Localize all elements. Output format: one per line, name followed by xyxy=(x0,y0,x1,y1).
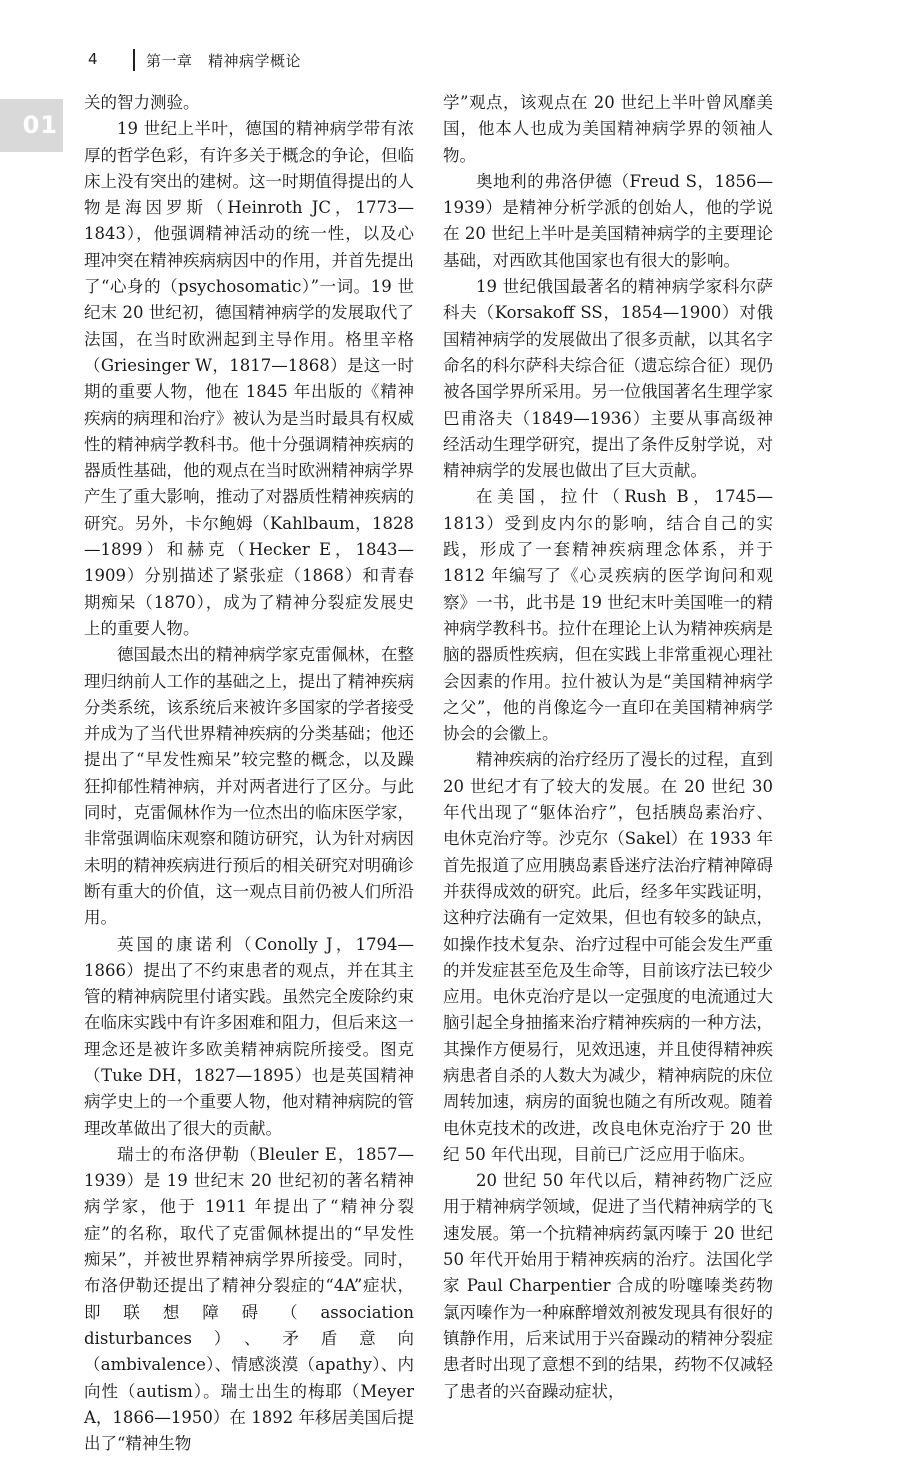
paragraph: 精神疾病的治疗经历了漫长的过程，直到 20 世纪才有了较大的发展。在 20 世纪 30 年代出现了“躯体治疗”，包括胰岛素治疗、电休克治疗等。沙克尔（Sakel）在 1933 年首先报道了应用胰岛素昏迷疗法治疗精神障碍并获得成效的研究。此后，经多年实践证明，这种疗法确有一定效果，但也有较多的缺点，如操作技术复杂、治疗过程中可能会发生严重的并发症甚至危及生命等，目前该疗法已较少应用。电休克治疗是以一定强度的电流通过大脑引起全身抽搐来治疗精神疾病的一种方法，其操作方便易行，见效迅速，并且使得精神疾病患者自杀的人数大为减少，精神病院的床位周转加速，病房的面貌也随之有所改观。随着电休克技术的改进，改良电休克治疗于 20 世纪 50 年代出现，目前已广泛应用于临床。 xyxy=(443,750,773,1164)
chapter-tab xyxy=(0,99,63,152)
paragraph: 19 世纪俄国最著名的精神病学家科尔萨科夫（Korsakoff SS，1854—1900）对俄国精神病学的发展做出了很多贡献，以其名字命名的科尔萨科夫综合征（遗忘综合征）现仍被各国学界所采用。另一位俄国著名生理学家巴甫洛夫（1849—1936）主要从事高级神经活动生理学研究，提出了条件反射学说，对精神病学的发展也做出了巨大贡献。 xyxy=(443,277,773,481)
chapter-title: 第一章 精神病学概论 xyxy=(146,52,302,70)
chapter-tab-label: 01 xyxy=(22,111,58,139)
left-column xyxy=(84,90,414,1457)
paragraph: 英国的康诺利（Conolly J，1794—1866）提出了不约束患者的观点，并在其主管的精神病院里付诸实践。虽然完全废除约束在临床实践中有许多困难和阻力，但后来这一理念还是被许多欧美精神病院所接受。图克（Tuke DH，1827—1895）也是英国精神病学史上的一个重要人物，他对精神病院的管理改革做出了很大的贡献。 xyxy=(84,934,414,1138)
page-number: 4 xyxy=(88,50,98,68)
paragraph: 德国最杰出的精神病学家克雷佩林，在整理归纳前人工作的基础之上，提出了精神疾病分类系统，该系统后来被许多国家的学者接受并成为了当代世界精神疾病的分类基础；他还提出了“早发性痴呆”较完整的概念，以及躁狂抑郁性精神病，并对两者进行了区分。与此同时，克雷佩林作为一位杰出的临床医学家，非常强调临床观察和随访研究，认为针对病因未明的精神疾病进行预后的相关研究对明确诊断有重大的价值，这一观点目前仍被人们所沿用。 xyxy=(84,645,414,928)
paragraph: 20 世纪 50 年代以后，精神药物广泛应用于精神病学领域，促进了当代精神病学的飞速发展。第一个抗精神病药氯丙嗪于 20 世纪 50 年代开始用于精神疾病的治疗。法国化学家 Paul Charpentier 合成的吩噻嗪类药物氯丙嗪作为一种麻醉增效剂被发现具有很好的镇静作用，后来试用于兴奋躁动的精神分裂症患者时出现了意想不到的结果，药物不仅减轻了患者的兴奋躁动症状， xyxy=(443,1171,773,1401)
paragraph: 19 世纪上半叶，德国的精神病学带有浓厚的哲学色彩，有许多关于概念的争论，但临床上没有突出的建树。这一时期值得提出的人物是海因罗斯（Heinroth JC，1773—1843），他强调精神活动的统一性，以及心理冲突在精神疾病病因中的作用，并首先提出了“心身的（psychosomatic）”一词。19 世纪末 20 世纪初，德国精神病学的发展取代了法国，在当时欧洲起到主导作用。格里辛格（Griesinger W，1817—1868）是这一时期的重要人物，他在 1845 年出版的《精神疾病的病理和治疗》被认为是当时最具有权威性的精神病学教科书。他十分强调精神疾病的器质性基础，他的观点在当时欧洲精神病学界产生了重大影响，推动了对器质性精神疾病的研究。另外，卡尔鲍姆（Kahlbaum，1828—1899）和赫克（Hecker E，1843—1909）分别描述了紧张症（1868）和青春期痴呆（1870），成为了精神分裂症发展史上的重要人物。 xyxy=(84,119,414,638)
paragraph: 奥地利的弗洛伊德（Freud S，1856—1939）是精神分析学派的创始人，他的学说在 20 世纪上半叶是美国精神病学的主要理论基础，对西欧其他国家也有很大的影响。 xyxy=(443,171,773,270)
right-column xyxy=(443,90,773,1405)
paragraph: 在美国，拉什（Rush B，1745—1813）受到皮内尔的影响，结合自己的实践，形成了一套精神疾病理念体系，并于 1812 年编写了《心灵疾病的医学询问和观察》一书，此书是 19 世纪末叶美国唯一的精神病学教科书。拉什在理论上认为精神疾病是脑的器质性疾病，但在实践上非常重视心理社会因素的作用。拉什被认为是“美国精神病学之父”，他的肖像迄今一直印在美国精神病学协会的会徽上。 xyxy=(443,487,773,744)
page-header xyxy=(0,0,900,80)
paragraph: 关的智力测验。 xyxy=(84,93,200,112)
header-divider xyxy=(133,49,135,71)
paragraph: 瑞士的布洛伊勒（Bleuler E，1857—1939）是 19 世纪末 20 世纪初的著名精神病学家，他于 1911 年提出了“精神分裂症”的名称，取代了克雷佩林提出的“早发性痴呆”，并被世界精神病学界所接受。同时，布洛伊勒还提出了精神分裂症的“4A”症状，即联想障碍（association disturbances）、矛盾意向（ambivalence）、情感淡漠（apathy）、内向性（autism）。瑞士出生的梅耶（Meyer A，1866—1950）在 1892 年移居美国后提出了“精神生物 xyxy=(84,1144,414,1454)
paragraph: 学”观点，该观点在 20 世纪上半叶曾风靡美国，他本人也成为美国精神病学界的领袖人物。 xyxy=(443,93,773,165)
